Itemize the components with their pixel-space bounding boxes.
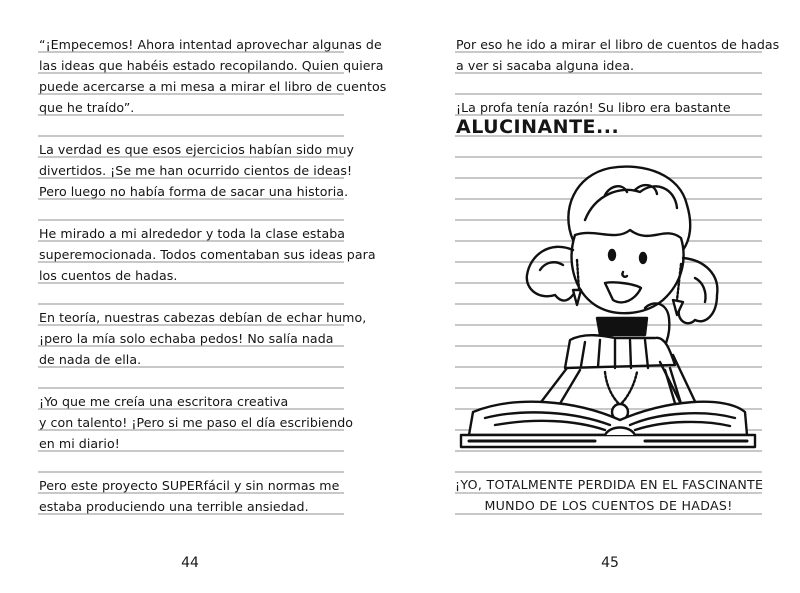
- right-page: [400, 0, 800, 593]
- ruled-line: [38, 387, 344, 389]
- ruled-line: [38, 135, 344, 137]
- text-line: a ver si sacaba alguna idea.: [456, 58, 635, 73]
- emphasis-alucinante: ALUCINANTE...: [456, 116, 620, 138]
- text-line: de nada de ella.: [39, 352, 142, 367]
- text-line: que he traído”.: [39, 100, 135, 115]
- ruled-line: [455, 492, 762, 494]
- text-line: En teoría, nuestras cabezas debían de echar humo,: [39, 310, 367, 325]
- text-line: “¡Empecemos! Ahora intentad aprovechar algunas de: [39, 37, 382, 52]
- text-line: Por eso he ido a mirar el libro de cuentos de hadas: [456, 37, 780, 52]
- page-number: 44: [181, 555, 199, 571]
- ruled-line: [38, 471, 344, 473]
- text-line: ¡pero la mía solo echaba pedos! No salía nada: [39, 331, 334, 346]
- text-line: Pero luego no había forma de sacar una historia.: [39, 184, 349, 199]
- text-line: divertidos. ¡Se me han ocurrido cientos de ideas!: [39, 163, 353, 178]
- text-line: ¡La profa tenía razón! Su libro era bastante: [456, 100, 731, 115]
- text-line: puede acercarse a mi mesa a mirar el libro de cuentos: [39, 79, 387, 94]
- text-line: La verdad es que esos ejercicios habían sido muy: [39, 142, 354, 157]
- illustration-caption-line: MUNDO DE LOS CUENTOS DE HADAS!: [484, 498, 733, 513]
- text-line: He mirado a mi alrededor y toda la clase estaba: [39, 226, 346, 241]
- girl-reading-book-illustration: [455, 150, 762, 456]
- ruled-line: [38, 219, 344, 221]
- text-line: Pero este proyecto SUPERfácil y sin normas me: [39, 478, 340, 493]
- ruled-line: [455, 471, 762, 473]
- text-line: estaba produciendo una terrible ansiedad.: [39, 499, 309, 514]
- page-number: 45: [601, 555, 619, 571]
- text-line: las ideas que habéis estado recopilando. Quien quiera: [39, 58, 384, 73]
- text-line: y con talento! ¡Pero si me paso el día escribiendo: [39, 415, 354, 430]
- ruled-line: [455, 513, 762, 515]
- text-line: ¡Yo que me creía una escritora creativa: [39, 394, 289, 409]
- text-line: superemocionada. Todos comentaban sus ideas para: [39, 247, 376, 262]
- text-line: los cuentos de hadas.: [39, 268, 178, 283]
- ruled-line: [38, 303, 344, 305]
- text-line: en mi diario!: [39, 436, 120, 451]
- ruled-line: [455, 93, 762, 95]
- illustration-caption-line: ¡YO, TOTALMENTE PERDIDA EN EL FASCINANTE: [455, 477, 764, 492]
